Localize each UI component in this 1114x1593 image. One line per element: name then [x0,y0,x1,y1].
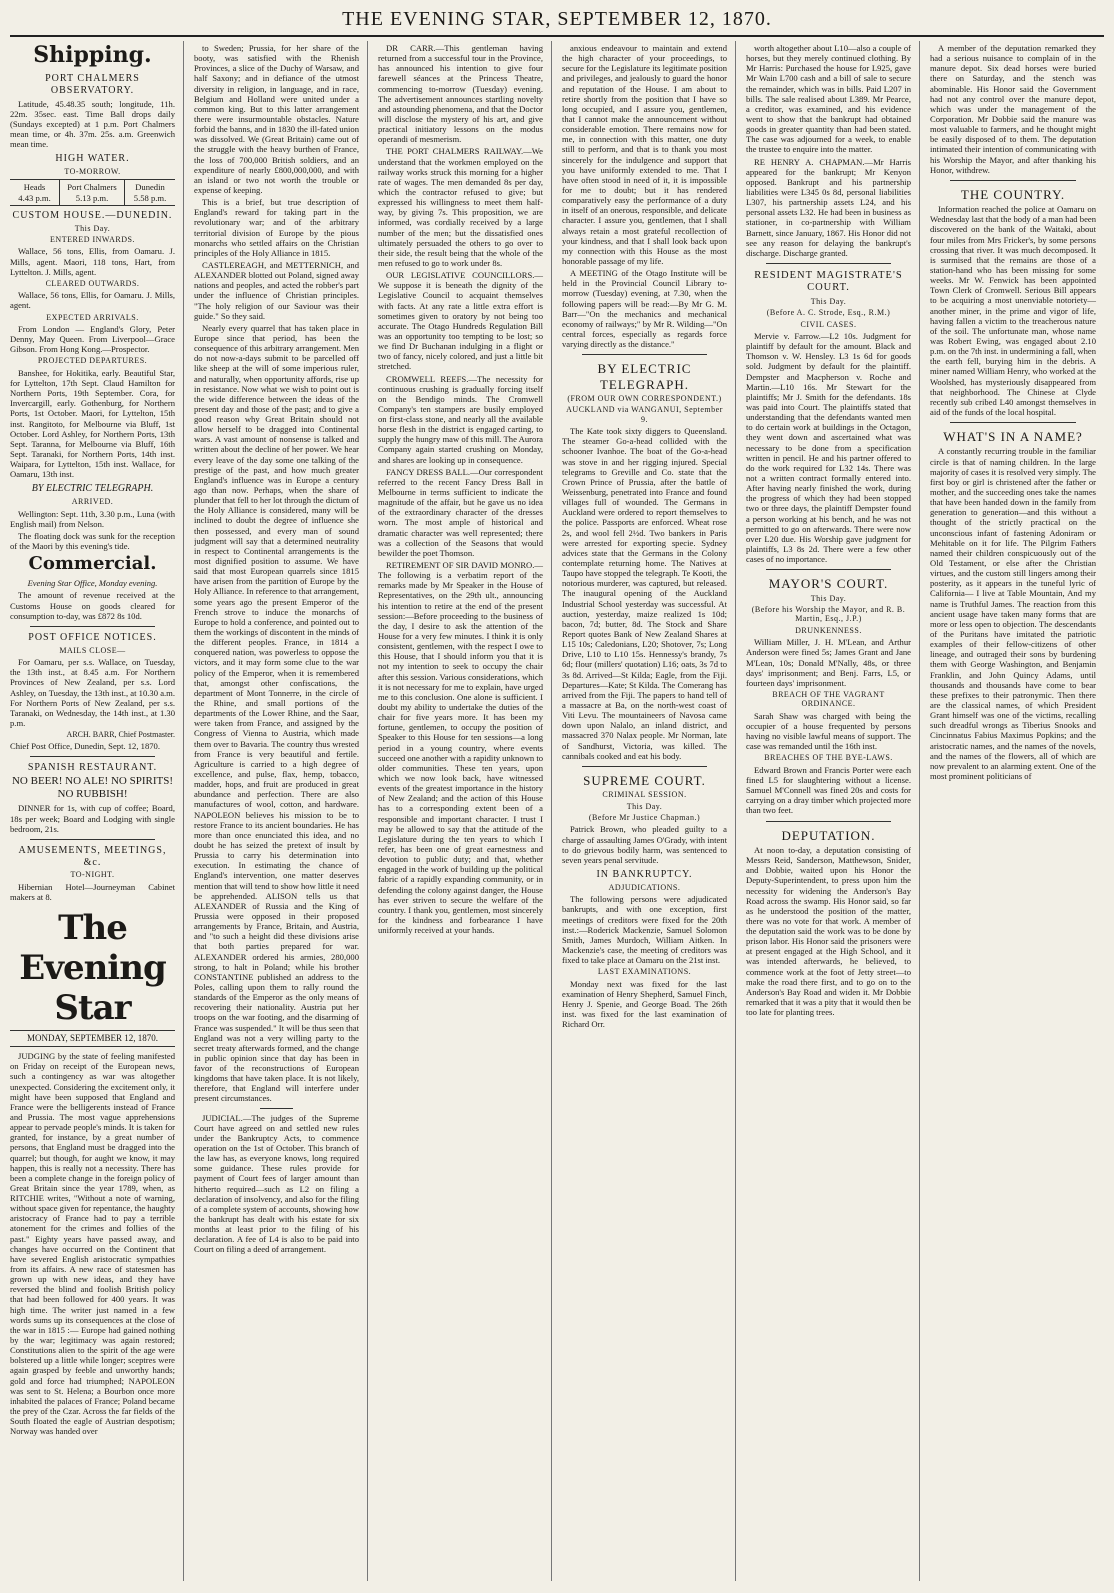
arrivals-heading: EXPECTED ARRIVALS. [46,312,139,322]
tide-cell: Heads 4.43 p.m. [10,180,60,204]
article-text: to Sweden; Prussia, for her share of the booty, was satisfied with the Rhenish Provinces, a slice of the Duchy of Warsaw, and half Saxony; and in defiance of the utmost diversity in religion, in language, and in race, Belgium and Holland were united under a common king. But to this latter arrangement there were insurmountable obstacles. Nature forbid the banns, and in 1830 the ill-fated union was dissolved. We (Great Britain) came out of the struggle with the heavy burthen of France, the loss of 700,000 British soldiers, and an expenditure of nearly £800,000,000, and with an island or two not worth the trouble or expense of keeping. [194,43,359,195]
news-item: CROMWELL REEFS.—The necessity for continuous crushing is gradually forcing itself on the Bendigo minds. The Cromwell Company's ten stampers are busily employed on first-class stone, and nearly all the available horse flesh in the district is engaged carting, to supply the hungry maw of this mill. The Aurora Company again started crushing on Monday, and shares are looking up in consequence. [378,373,543,465]
country-text: Information reached the police at Oamaru on Wednesday last that the body of a man had been discovered on the bank of the Waitaki, about four miles from Mrs Fricker's, by some persons crossing that river. It was much decomposed. It is surmised that the remains are those of a station-hand who has been missing for some weeks. Mr W. Fenwick has been appointed Town Clerk of Cromwell. Serious Bill appears to be acquiring a most unenviable notoriety—another miner, in the prime and vigor of life, having fallen a victim to the treacherous nature of the soil. The unfortunate man, whose name was Robert Ewing, was engaged about 2.10 p.m. on the 7th inst. in undermining a fall, when the earth fell, burying him in the debris. A miner named William Henry, who worked at the Woolshed, has mysteriously disappeared from that neighborhood. The Chinese at Clyde recently sub cribed L40 amongst themselves in aid of the funds of the local hospital. [930,204,1096,417]
amusements-sub: TO-NIGHT. [70,870,115,880]
this-day: This Day. [810,296,847,306]
column-4 [562,41,736,1581]
shipping-heading: Shipping. [33,42,152,68]
news-item: THE PORT CHALMERS RAILWAY.—We understand that the workmen employed on the railway works struck this morning for a higher rate of wages. The men demanded 8s per day, which the contractor refused to give; but expressed his willingness to meet them half-way, by giving 7s. This proposition, we are informed, was cordially received by a large number of the men; but the dissatisfied ones ultimately persuaded the others to go over to their side, the result being that the whole of the men refused to go to work under 8s. [378,146,543,268]
telegraph-heading: BY ELECTRIC TELEGRAPH. [31,483,154,495]
post-office-heading: POST OFFICE NOTICES. [28,631,157,643]
column-5 [746,41,920,1581]
rm-court-heading: RESIDENT MAGISTRATE'S COURT. [754,269,903,294]
deputation-text: At noon to-day, a deputation consisting of Messrs Reid, Sanderson, Matthewson, Snider, and Dobbie, waited upon his Honor the Deputy-Superintendent, to press upon him the necessity for widening the Anderson's Bay Road across the swamp. His Honor said, so far as he understood the position of the matter, there was no vote for that work. A member of the deputation said the work was to be done by prison labor. His Honor said the prisoners were at present engaged at the High School, and it was intended afterwards, he believed, to commence work at the foot of Jetty street—to make the road there first, and to go on to the Anderson's Bay Road and widen it. Mr Dobbie remarked that it was a pity that it would then be too late for planting trees. [746,844,911,1018]
restaurant-text: DINNER for 1s, with cup of coffee; Board, 18s per week; Board and Lodging with single bedroom, 21s. [10,803,175,834]
amusements-text: Hibernian Hotel—Journeyman Cabinet makers at 8. [10,881,175,903]
columns [10,41,1104,1581]
divider [950,180,1076,181]
mayor-before: (Before his Worship the Mayor, and R. B. Martin, Esq., J.P.) [751,605,906,624]
mails-close: MAILS CLOSE— [59,645,126,655]
divider [950,422,1076,423]
news-item: RETIREMENT OF SIR DAVID MONRO.—The following is a verbatim report of the remarks made by Mr Speaker in the House of Representatives, on the 29th ult., announcing his intention to retire at the end of the present session:—Before proceeding to the business of the day, I desire to ask the attention of the House for a very few minutes. I think it is only consistent, gentlemen, with the respect I owe to this House, that I should inform you that it is not my intention to seek to occupy the chair after this session. Various considerations, which it is not necessary for me to explain, have urged me to this conclusion. One alone is sufficient. I doubt my ability to undertake the duties of the chair for five years more. It has been my fortune, gentlemen, to occupy the position of Speaker to this House for ten sessions—a long period in a young country, where events succeed one another with a rapidity unknown to older communities. These ten years, upon which we now look back, have witnessed events of the greatest importance in the history of New Zealand; and the action of this House has to a corresponding extent been of a responsible and important character. I trust I may be allowed to say that the attitude of the Legislature during the ten years to which I refer, has been one of great earnestness and devotion to public duty; and that, whether engaged in the work of building up the political fabric of a rapidly expanding community, or in defending the colony against danger, the House has ever striven to secure the welfare of the country. I thank you, gentlemen, most sincerely for the kindness and forbearance I have uniformly received at your hands. [378,560,543,936]
arrived-heading: ARRIVED. [71,497,114,507]
departures-heading: PROJECTED DEPARTURES. [37,356,148,366]
cleared-text: Wallace, 56 tons, Ellis, for Oamaru. J. Mills, agent. [10,290,175,311]
telegraph-place: AUCKLAND via WANGANUI, September 9. [566,405,723,424]
news-item: FANCY DRESS BALL.—Our correspondent referred to the recent Fancy Dress Ball in Melbourne in terms sufficient to indicate the magnitude of the affair, but he gave us no idea of the extraordinary character of the dresses worn. The most ample of historical and dramatic character was well represented; there was a collection of the Seasons that would bewilder the poet Thomson. [378,466,543,558]
criminal-text: Patrick Brown, who pleaded guilty to a charge of assaulting James O'Grady, with intent to do grievous bodily harm, was sentenced to seven years penal servitude. [562,824,727,865]
divider [582,766,707,767]
mayor-court-heading: MAYOR'S COURT. [768,576,889,592]
this-day: This Day. [626,801,663,811]
whats-text: A constantly recurring trouble in the familiar circle is that of naming children. In the large majority of cases it is resolved very simply. The first boy or girl is christened after the father or mother, and the succeeding ones take the names that have been handed down in the family from generation to generation—and this without a thought of the strictly practical on the unconscious infant of fastening Adoniram or Mehitable on it for life. The Pilgrim Fathers named their children conspicuously out of the Old Testament, or else after the Christian virtues, and the custom still lingers among their posterity, as it appears in the tuneful lyric of California— I live at Table Mountain, And my name is Truthful James. The reaction from this ancient usage have taken many forms that are more or less open to objection. The descendants of the Puritans have imitated the patriotic examples of their fellow-citizens of other lineage, and outraged their sons by burdening them with George Washington, and Benjamin Franklin, and John Quincy Adams, until thousands and thousands have come to bear these prefixes to their patronymic. Then there are the classical names, of which President Grant himself was one of the victims, recalling such dreadful wrongs as Tiberius Snooks and Cincinnatus Fabius Maximus Popkins; and the aristocratic names, and the names of the novels, and the names of the flowers, all of which are now prevalent to an alarming extent. One of the most prominent politicians of [930,446,1096,781]
divider [30,756,155,757]
custom-house-heading: CUSTOM HOUSE.—DUNEDIN. [12,209,173,221]
byelaws-heading: BREACHES OF THE BYE-LAWS. [764,753,893,763]
dateline: MONDAY, SEPTEMBER 12, 1870. [10,1030,175,1047]
examinations-text: Monday next was fixed for the last examination of Henry Shepherd, Samuel Finch, Henry J. Spenie, and George Boad. The 26th inst. was fixed for the last examination of Richard Orr. [562,978,727,1030]
entered-text: Wallace, 56 tons, Ellis, from Oamaru. J. Mills, agent. Maori, 118 tons, Hart, from Lyttelton. J. Mills, agent. [10,246,175,277]
custom-house-date: This Day. [74,223,111,233]
supreme-court-heading: SUPREME COURT. [583,772,706,788]
commercial-office: Evening Star Office, Monday evening. [27,578,158,589]
news-item: RE HENRY A. CHAPMAN.—Mr Harris appeared for the bankrupt; Mr Kenyon opposed. Bankrupt and his partnership liabilities were L345 0s 8d, personal liabilities L307, his partnership assets L24, and his personal assets L32. He had been in business as stationer, in co-partnership with William Barnett, since January, 1867. His Honor did not see any reason for delaying the bankrupt's discharge. Discharge granted. [746,156,911,258]
criminal-heading: CRIMINAL SESSION. [602,790,687,800]
telegraph-text: The Kate took sixty diggers to Queensland. The steamer Go-a-head collided with the schooner Ivanhoe. The boat of the Go-a-head was stove in and her rigging injured. Special telegrams to Greville and Co. state that the Crown Prince of Prussia, after the battle of Weissenburg, penetrated into France and found villages full of wounded. The Germans in Auckland were ordered to report themselves to the police. Passports are enforced. Wheat rose 2s, and wool fell 2½d. Two bankers in Paris were arrested for exporting specie. Sydney advices state that the Germans in the Colony contemplate returning home. The Natives at Taupo have stopped the telegraph. Te Kooti, the notorious murderer, was captured, but released. The inaugural opening of the Auckland Industrial School yesterday was successful. At auction, yesterday, maize realized 1s 10d; bacon, 7d; butter, 8d. The Stock and Share Report quotes Bank of New Zealand Shares at L15 10s; Caledonians, L20; Shotover, 7s; Long Drive, L10 to L10 15s. Hennessy's brandy, 7s 6d; flour (millers' quotation) L16; oats, 3s 7d to 3s 8d. Arrived—St Kilda; Eagle, from the Fiji. Departures—Kate; St Kilda. The Comerang has arrived from the Fiji. The papers to hand tell of a massacre at Ba, on the north-west coast of Viti Levu. The mountaineers of Navosa came down upon Nalalo, an inland district, and massacred 370 Nalax people. Mr Norman, late of Sandhurst, Victoria, was killed. The cannibals cooked and eat his body. [562,426,727,761]
divider [582,354,707,355]
news-item: A MEETING of the Otago Institute will be held in the Provincial Council Library to-morrow (Tuesday) evening, at 7.30, when the following papers will be read:—By Mr G. M. Barr—"On the mechanics and mechanical economy of railways;" by Mr R. Wilding—"On central forces, especially as regards force varying directly as the distance." [562,268,727,350]
tide-table [10,179,175,205]
departures-text: Banshee, for Hokitika, early. Beautiful Star, for Lyttelton, 17th Sept. Claud Hamilton for Northern Ports, 19th September. Cora, for Invercargill, early. Gothenburg, for Northern Ports, 1st October. Maori, for Lyttelton, 15th inst. Rangitoto, for Melbourne via Bluff, 1st October. Lord Ashley, for Northern Ports, 13th Sept. Taranna, for Melbourne via Bluff, 16th Sept. Taranaki, for Northern Ports, 14th inst. Waipara, for Lyttelton, 15th inst. Wallace, for Oamaru, 13th inst. [10,367,175,480]
dock-text: The floating dock was sunk for the reception of the Maori by this evening's tide. [10,530,175,552]
judicial-text: JUDICIAL.—The judges of the Supreme Court have agreed on and settled new rules under the Bankruptcy Acts, to commence operation on the 1st of October. This branch of the law has, as everyone knows, long required some guidance. These rules provide for payment of Court fees of larger amount than hitherto required—such as L2 on filing a declaration of insolvency, and also for the filing of a complete system of accounts, showing how the bankrupt has dealt with his estate for six months at least prior to the filing of his declaration. A fee of L4 is also to be paid into Court on filing a deed of arrangement. [194,1112,359,1255]
mayor-day: This Day. [810,593,847,603]
byelaws-text: Edward Brown and Francis Porter were each fined L5 for slaughtering without a license. Samuel M'Connell was fined 20s and costs for carrying on a dray timber which projected more than two feet. [746,764,911,816]
amusements-heading: AMUSEMENTS, MEETINGS, &c. [18,844,167,868]
rm-text: Mervie v. Farrow.—L2 10s. Judgment for plaintiff by default for the amount. Black and Thomson v. W. Hensley. L3 1s 6d for goods sold. Judgment by default for the plaintiff. Dempster and Macpherson v. Roche and Martin.—L10 16s. Mr Stewart for the plaintiffs; Mr J. Smith for the defendants. 18s was paid into Court. The plaintiffs stated that understanding that the defendants wanted men to do certain work at buildings in the Octagon, they went down and ascertained what was necessary to be done from a specification written in pencil. He and his partner offered to do the work required for L32 14s. There was not a written contract formally entered into. After having nearly finished the work, during the progress of which they had been stopped two or three days, the plaintiff Dempster found a person working at his bench, and he was not permitted to go on afterwards. There were now over L20 due. His Worship gave judgment for plaintiffs, L3 8s 2d. There were a few other cases of no importance. [746,331,911,565]
column-3 [378,41,552,1581]
paper-title: The Evening Star [19,908,166,1029]
post-place: Chief Post Office, Dunedin, Sept. 12, 1870. [10,740,160,751]
cleared-heading: CLEARED OUTWARDS. [45,278,140,288]
column-2 [194,41,368,1581]
rm-before: (Before A. C. Strode, Esq., R.M.) [766,308,891,318]
divider [260,1108,293,1109]
whats-in-a-name-heading: WHAT'S IN A NAME? [943,429,1083,445]
news-item: OUR LEGISLATIVE COUNCILLORS.—We suppose it is beneath the dignity of the Legislative Council to acquaint themselves with facts. At any rate a little extra effort is sometimes given to oratory by not being too accurate. The Otago Hundreds Regulation Bill was an opportunity too tempting to be lost; so we find Dr Buchanan indulging in a flight or two of fancy, nicely colored, and just a little bit stretched. [378,270,543,372]
observatory-text: Latitude, 45.48.35 south; longitude, 11h. 22m. 35sec. east. Time Ball drops daily (Sundays excepted) at 1 p.m. Port Chalmers mean time, or 4h. 37m. 25s. a.m. Greenwich mean time. [10,98,175,150]
masthead: THE EVENING STAR, SEPTEMBER 12, 1870. [10,8,1104,37]
deputation-heading: DEPUTATION. [781,827,876,843]
tide-cell: Dunedin 5.58 p.m. [133,182,167,203]
tide-cell: Port Chalmers 5.13 p.m. [60,180,125,204]
bankruptcy-heading: IN BANKRUPTCY. [596,869,693,881]
commercial-heading: Commercial. [28,553,157,575]
news-item: DR CARR.—This gentleman having returned from a successful tour in the Province, has announced his intention to give four farewell séances at the Princess Theatre, commencing to-morrow (Tuesday) evening. The advertisement announces startling novelty and astounding phenomena, and that the Doctor will disclose the mystery of his art, and give practical initiatory lessons on the modus operandi of mesmerism. [378,43,543,145]
leader-text: JUDGING by the state of feeling manifested on Friday on receipt of the European news, such a contingency as war was altogether unexpected. Considering the excitement only, it might have been supposed that England and France were the belligerents instead of France and Prussia. The most vague apprehensions appear to pervade people's minds. It is taken for granted, for instance, by a great number of persons, that England must be dragged into the quarrel; but though, for aught we know, it may happen, this is really not a necessity. There has been a complete change in the foreign policy of Great Britain since the year 1789, when, as RITCHIE writes, "Without a note of warning, without space given for repentance, the haughty aristocracy of France had to pay a terrible atonement for the crimes and follies of the past." Eighty years have passed away, and changes have occurred on the Continent that have severed English aristocratic sympathies from its affairs. A new race of statesmen has grown up with new ideas, and they have reversed the blind and foolish British policy that had been followed for 400 years. It was high time. The writer just named in a few words sums up its consequences at the close of the war in 1815 :— Europe had gained nothing by the war; legitimacy was again restored; Constitutions alien to the spirit of the age were bolstered up a little while longer; sceptres were again grasped by feeble and unworthy hands; gold and force had triumphed; NAPOLEON was sent to St. Helena; a Bourbon once more inhabited the palaces of France; Poland became the prey of the Czar. Across the far fields of the South floated the eagle of Austrian despotism; Norway was handed over [10,1051,175,1437]
commercial-text: The amount of revenue received at the Customs House on goods cleared for consumption to-day, was £872 8s 10d. [10,590,175,621]
country-heading: THE COUNTRY. [960,186,1066,202]
arrived-text: Wellington: Sept. 11th, 3.30 p.m., Luna (with English mail) from Nelson. [10,508,175,529]
high-water-subheading: TO-MORROW. [64,167,121,177]
drunk-text: William Miller, J. H. M'Lean, and Arthur Anderson were fined 5s; James Grant and Jane M'Lean, 10s; Donald M'Nally, 48s, or three days' imprisonment; and Benj. Farrs, L5, or fourteen days' imprisonment. [746,637,911,688]
divider [766,263,891,264]
news-item: A member of the deputation remarked they had a serious nuisance to complain of in the manure depot. Six dead horses were buried there on Saturday, and the stench was abominable. His Honor said the Government had not any control over the manure depot, which was under the management of the Corporation. Mr Dobbie said the manure was most valuable to farmers, and he thought might be easily disposed of to them. The deputation intimated their intention of communicating with his Worship the Mayor, and after thanking his Honor, withdrew. [930,43,1096,175]
drunkenness-heading: DRUNKENNESS. [795,625,862,635]
restaurant-heading: SPANISH RESTAURANT. [27,761,158,773]
entered-heading: ENTERED INWARDS. [50,235,135,244]
divider [30,626,155,627]
observatory-heading: PORT CHALMERS OBSERVATORY. [45,72,140,96]
article-text: Nearly every quarrel that has taken place in Europe since that period, has been the consequence of this arbitrary arrangement. Men do not now-a-days submit to be parcelled off like sheep at the will of some imperious ruler, and naturally, when opportunity affords, rise up in resistance. Now what we wish to point out is the wide difference between the ideas of the present day and those of the past; and to give a good reason why Great Britain should not allow herself to be dragged into Continental wars. A vast amount of nonsense is talked and written about the decline of her power. We hear every leave of the day some one talking of the prestige of the past, and how much greater England's influence was in Europe a century ago than now. Perhaps, when the share of plunder that fell to her lot through the dictum of the Holy Alliance is considered, many will be inclined to doubt the degree of influence she then possessed, and every man of sound judgment will say that a determined neutrality in respect to Continental arrangements is the most dignified position to assume. We have said that most European quarrels since 1815 have arisen from the partition of Europe by the Holy Alliance. In reference to that arrangement, some years ago the present Emperor of the French strove to induce the monarchs of Europe to hold a conference, and pointed out to them the workings of discontent in the minds of the different peoples. France, in 1814 a conquered nation, was powerless to oppose the victors, and it may form some clue to the war policy of the Emperor, when it is remembered that, amongst other confiscations, the department of Mont Tonnerre, in the circle of the Rhine, and small portions of the departments of the Lower Rhine, and the Saar, were taken from France, and assigned by the Congress of Vienna to Austria, which made them over to Bavaria. The country thus wrested from France is very beautiful and fertile. Agriculture is carried to a high degree of excellence, and pulse, flax, hemp, tobacco, madder, hops, and fruit are produced in great abundance and perfection. There are also manufactures of wool, cotton, and hardware. NAPOLEON believes his mission to be to restore France to its ancient boundaries. He has more than once enunciated this idea, and no doubt he has seized the pretext of insult by Prussia to carry his determination into execution. In estimating the chance of England's intervention, one matter deserves mention that will tend to show how little it need be apprehended. ALISON tells us that ALEXANDER of Russia and the King of Prussia were opposed in their proposed arrangements by France, Britain, and Austria, and "to such a height did these divisions arise that both parties prepared for war. ALEXANDER ordered his armies, 280,000 strong, to halt in Poland; while his brother CONSTANTINE published an address to the Poles, calling upon them to rally round the standards of the Emperor as the only means of recovering their nationality. Austria put her troops on the war footing, and the disarming of France was suspended." It will be thus seen that England was not a very willing party to the secret treaty afterwards formed, and the change in public opinion since that day has been in favor of the reconstructions of European kingdoms that have taken place. It is not likely, therefore, that England will interfere under present circumstances. [194,322,359,1104]
high-water-heading: HIGH WATER. [55,153,130,165]
divider [766,821,891,822]
before-judge: (Before Mr Justice Chapman.) [588,813,701,823]
article-text: CASTLEREAGH, and METTERNICH, and ALEXANDER blotted out Poland, signed away nations and peoples, and acted the robber's part under the influence of Christian principles. "The holy religion of our Saviour was their guide." So they said. [194,259,359,321]
vagrant-heading: BREACH OF THE VAGRANT ORDINANCE. [772,690,885,709]
restaurant-slogan: NO BEER! NO ALE! NO SPIRITS! NO RUBBISH! [11,775,174,801]
divider [30,839,155,840]
post-signature: ARCH. BARR, Chief Postmaster. [66,730,175,740]
telegraph-sub: (FROM OUR OWN CORRESPONDENT.) [567,393,722,403]
mails-text: For Oamaru, per s.s. Wallace, on Tuesday, the 13th inst., at 8.45 a.m. For Northern Provinces of New Zealand, per s.s. Lord Ashley, on Tuesday, the 13th inst., at 10.30 a.m. For Northern Ports of New Zealand, per s.s. Taranaki, on Wednesday, the 14th inst., at 1.30 p.m. [10,657,175,728]
adjudications-heading: ADJUDICATIONS. [608,882,681,892]
news-item: worth altogether about L10—also a couple of horses, but they merely continued clothing. By Mr Harris: Purchased the house for L925, gave Mr Wain L700 cash and a bill of sale to secure the remainder, which was in bills. Paid L207 in bills. The sale realised about L389. Mr Pearce, a creditor, was examined, and his evidence went to show that the bankrupt had obtained goods in greater quantity than had been stated. The case was adjourned for a week, to enable the trustee to enquire into the matter. [746,43,911,155]
vagrant-text: Sarah Shaw was charged with being the occupier of a house frequented by persons having no visible lawful means of support. The case was remanded until the 16th inst. [746,710,911,752]
article-text: This is a brief, but true description of England's reward for taking part in the revolutionary war; and of the arbitrary territorial division of Europe by the pious monarchs who settled affairs on the Christian principles of the Holy Alliance in 1815. [194,197,359,258]
news-item: anxious endeavour to maintain and extend the high character of your proceedings, to secure for the Legislature its legitimate position and privileges, and jealously to guard the honor and reputation of the House. I am about to retire shortly from the position that I have so long occupied, and I assure you, gentlemen, that I cannot make the announcement without considerable emotion. There remains now for me, in connection with this matter, one duty still to perform, and that is to thank you most sincerely for the indulgence and support that you have uniformly extended to me. That I have often stood in need of it, it is impossible for me to doubt; but it has rendered comparatively easy the performance of a duty in itself of an onerous, responsible, and delicate character. I assure you, gentlemen, that I shall always retain a most grateful recollection of your kindness, and that I shall look back upon my connection with this House as the most honorable passage of my life. [562,43,727,266]
civil-cases-heading: CIVIL CASES. [800,319,857,329]
telegraph-heading: BY ELECTRIC TELEGRAPH. [597,361,692,392]
divider [766,569,891,570]
column-6 [930,41,1104,1581]
examinations-heading: LAST EXAMINATIONS. [597,967,692,977]
bankruptcy-text: The following persons were adjudicated bankrupts, and with one exception, first meetings of creditors were fixed for the 20th inst.:—Roderick Mackenzie, Samuel Solomon Smith, James Murdoch, William Aitken. In Mackenzie's case, the meeting of creditors was fixed to take place at Oamaru on the 21st inst. [562,894,727,966]
arrivals-text: From London — England's Glory, Peter Denny, May Queen. From Liverpool—Grace Gibson. From Hong Kong.—Prospector. [10,324,175,355]
column-1 [10,41,184,1581]
